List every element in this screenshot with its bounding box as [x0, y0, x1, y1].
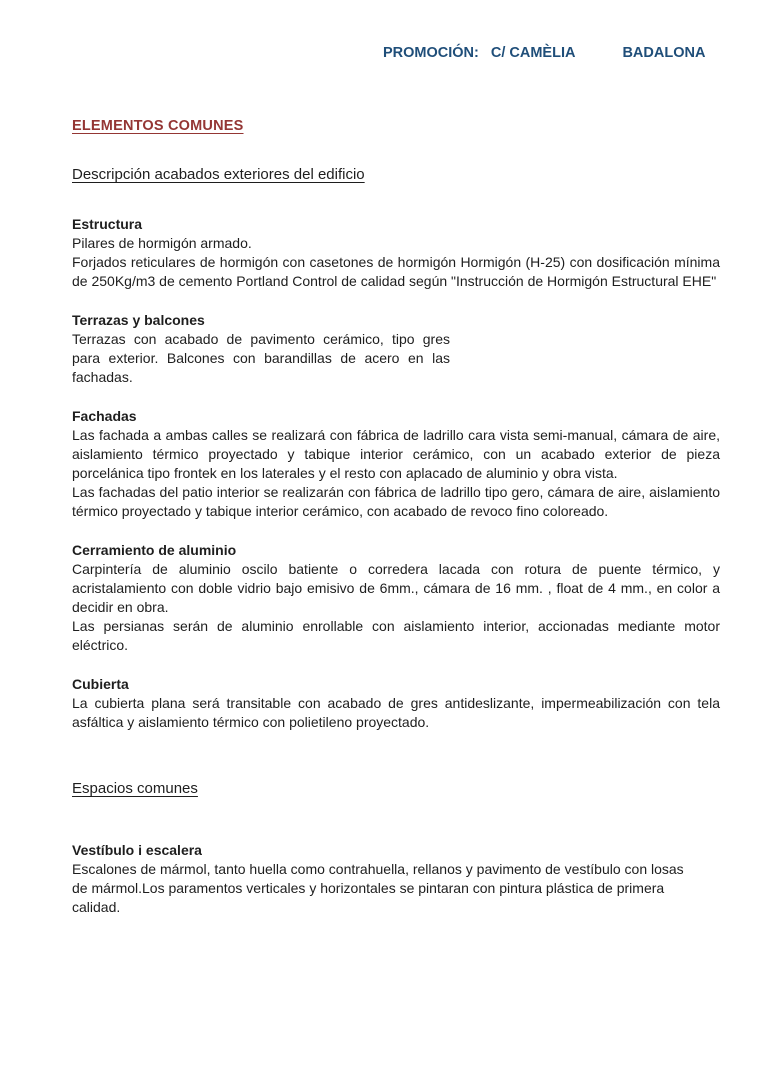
exterior-finishes-subtitle: Descripción acabados exteriores del edificio: [72, 166, 365, 183]
paragraph: Escalones de mármol, tanto huella como contrahuella, rellanos y pavimento de vestíbulo con losas de mármol.Los paramentos verticales y horizontales se pintaran con pintura plástica de primera calidad.: [72, 861, 684, 915]
paragraph: Las fachada a ambas calles se realizará con fábrica de ladrillo cara vista semi-manual, cámara de aire, aislamiento térmico proyectado y tabique interior cerámico, con un acabado exterior de pieza porcelánica tipo frontek en los laterales y el resto con aplacado de aluminio y obra vista.: [72, 427, 720, 481]
paragraph: Forjados reticulares de hormigón con casetones de hormigón Hormigón (H-25) con dosificación mínima de 250Kg/m3 de cemento Portland Control de calidad según "Instrucción de Hormigón Estructural EHE": [72, 254, 720, 289]
section-cubierta: [72, 675, 720, 732]
paragraph: Carpintería de aluminio oscilo batiente o corredera lacada con rotura de puente térmico, y acristalamiento con doble vidrio bajo emisivo de 6mm., cámara de 16 mm. , float de 4 mm., en color a decidir en obra.: [72, 561, 720, 615]
paragraph: Las fachadas del patio interior se realizarán con fábrica de ladrillo tipo gero, cámara de aire, aislamiento térmico proyectado y tabique interior cerámico, con acabado de revoco fino coloreado.: [72, 484, 720, 519]
section-terrazas-balcones: [72, 311, 720, 387]
section-cerramiento-aluminio: [72, 541, 720, 655]
section-heading: Cubierta: [72, 676, 129, 692]
document-header: [383, 44, 720, 63]
section-heading: Vestíbulo i escalera: [72, 842, 202, 858]
paragraph: Las persianas serán de aluminio enrollable con aislamiento interior, accionadas mediante motor eléctrico.: [72, 618, 720, 653]
promotion-label: PROMOCIÓN:: [383, 45, 479, 61]
city-label: BADALONA: [622, 45, 706, 61]
paragraph: Pilares de hormigón armado.: [72, 235, 252, 251]
promotion-value: C/ CAMÈLIA: [490, 45, 576, 61]
paragraph: La cubierta plana será transitable con acabado de gres antideslizante, impermeabilización con tela asfáltica y aislamiento térmico con polietileno proyectado.: [72, 695, 720, 730]
paragraph: Terrazas con acabado de pavimento cerámico, tipo gres para exterior. Balcones con barandillas de acero en las fachadas.: [72, 331, 450, 385]
page-title: ELEMENTOS COMUNES: [72, 118, 244, 134]
section-heading: Estructura: [72, 216, 143, 232]
section-heading: Terrazas y balcones: [72, 312, 205, 328]
section-vestibulo-escalera: [72, 841, 720, 917]
section-heading: Fachadas: [72, 408, 137, 424]
section-fachadas: [72, 407, 720, 521]
common-spaces-subtitle: Espacios comunes: [72, 780, 198, 797]
section-heading: Cerramiento de aluminio: [72, 542, 237, 558]
section-estructura: [72, 215, 720, 291]
